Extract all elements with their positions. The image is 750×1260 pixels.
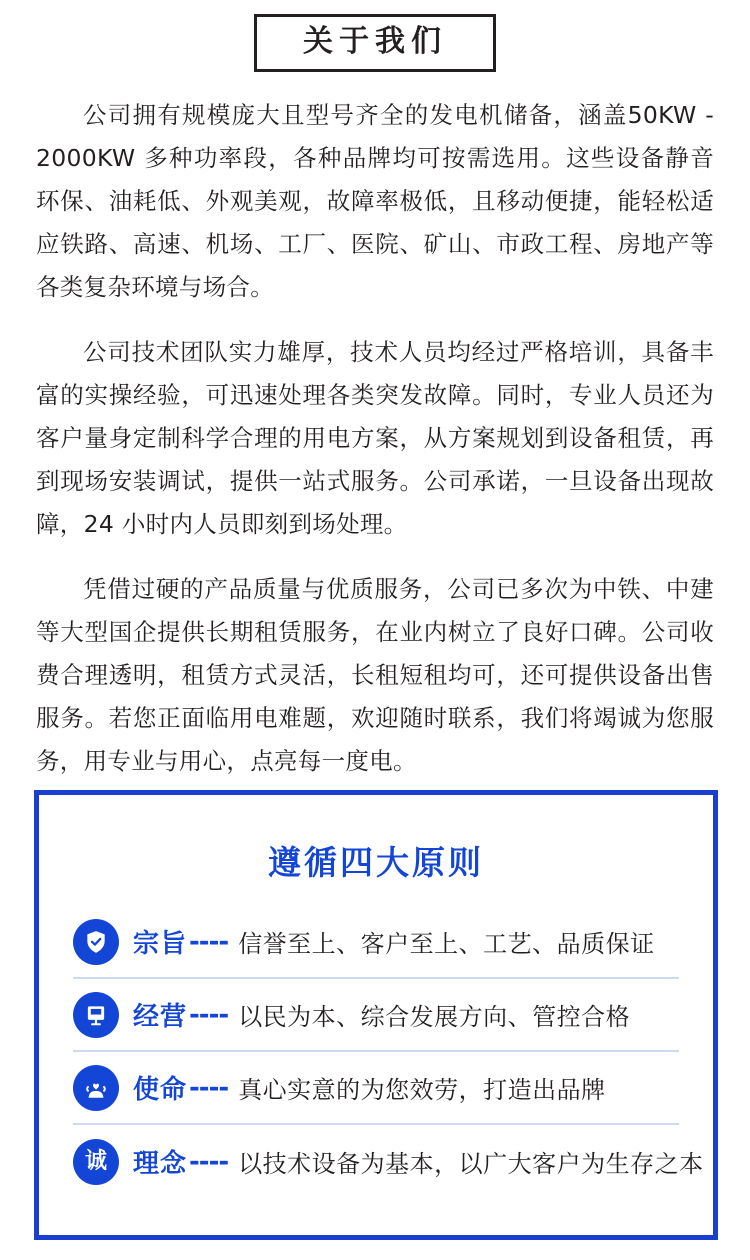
list-item (73, 979, 679, 1052)
about-us-article (0, 72, 750, 783)
list-item-key: 理念 (133, 1149, 188, 1179)
list-item-key: 宗旨 (133, 929, 188, 959)
list-item-value: 真心实意的为您效劳，打造出品牌 (238, 1076, 606, 1104)
principles-list (39, 894, 713, 1198)
flag-icon (73, 992, 119, 1038)
list-item-key: 使命 (133, 1075, 188, 1105)
principles-title: 遵循四大原则 (268, 843, 484, 882)
paragraph: 凭借过硬的产品质量与优质服务，公司已多次为中铁、中建等大型国企提供长期租赁服务，在业内树立了良好口碑。公司收费合理透明，租赁方式灵活，长租短租均可，还可提供设备出售服务。若您正面临用电难题，欢迎随时联系，我们将竭诚为您服务，用专业与用心，点亮每一度电。 (36, 575, 714, 775)
shield-check-icon (73, 919, 119, 965)
list-item-dash: ---- (189, 999, 229, 1030)
list-item (73, 1125, 704, 1198)
cheng-character-icon (73, 1139, 119, 1185)
page-header (0, 0, 750, 72)
list-item (73, 1052, 679, 1125)
badge-character: 诚 (84, 1148, 107, 1174)
list-item-value: 以技术设备为基本，以广大客户为生存之本 (238, 1150, 704, 1178)
list-item-value: 以民为本、综合发展方向、管控合格 (238, 1003, 631, 1031)
paragraph: 公司技术团队实力雄厚，技术人员均经过严格培训，具备丰富的实操经验，可迅速处理各类突发故障。同时，专业人员还为客户量身定制科学合理的用电方案，从方案规划到设备租赁，再到现场安装调试，提供一站式服务。公司承诺，一旦设备出现故障，24 小时内人员即刻到场处理。 (36, 338, 714, 538)
list-item (73, 906, 679, 979)
list-item-key: 经营 (133, 1002, 188, 1032)
list-item-dash: ---- (189, 1072, 229, 1103)
list-item-value: 信誉至上、客户至上、工艺、品质保证 (238, 930, 655, 958)
paragraph: 公司拥有规模庞大且型号齐全的发电机储备，涵盖50KW - 2000KW 多种功率段，各种品牌均可按需选用。这些设备静音环保、油耗低、外观美观，故障率极低，且移动便捷，能轻松适应铁路、高速、机场、工厂、医院、矿山、市政工程、房地产等各类复杂环境与场合。 (36, 101, 714, 301)
list-item-dash: ---- (189, 1146, 229, 1177)
list-item-dash: ---- (189, 926, 229, 957)
principles-panel (34, 790, 718, 1240)
page-title: 关于我们 (254, 14, 496, 72)
hand-heart-icon (73, 1065, 119, 1111)
